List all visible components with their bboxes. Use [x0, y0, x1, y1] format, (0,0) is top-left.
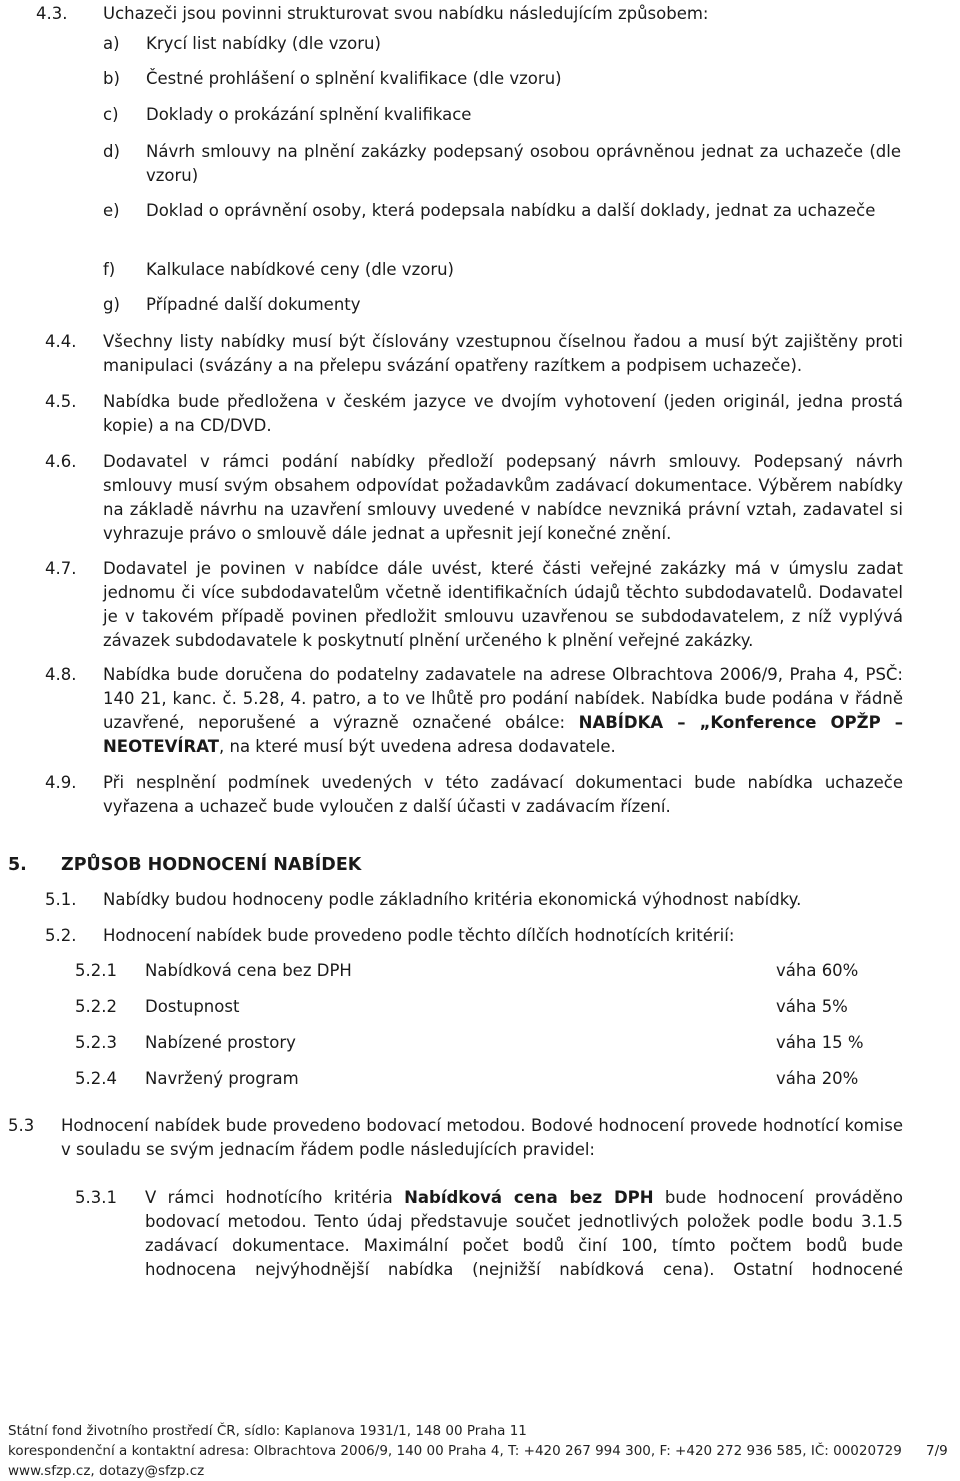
criterion-number: 5.2.4	[75, 1069, 117, 1088]
list-letter: b)	[103, 69, 120, 88]
section-text-part: , na které musí být uvedena adresa dodavatele.	[219, 737, 616, 756]
section-text-part: V rámci hodnotícího kritéria	[145, 1188, 405, 1207]
page-number: 7/9	[926, 1443, 948, 1459]
section-text: Uchazeči jsou povinni strukturovat svou nabídku následujícím způsobem:	[103, 4, 709, 23]
criterion-weight: váha 15 %	[776, 1033, 864, 1052]
footer-address: Státní fond životního prostředí ČR, sídlo: Kaplanova 1931/1, 148 00 Praha 11	[8, 1423, 527, 1439]
section-text: Při nesplnění podmínek uvedených v této zadávací dokumentaci bude nabídka uchazeče vyřazena a uchazeč bude vyloučen z další účasti v zadávacím řízení.	[103, 773, 903, 816]
list-item: Případné další dokumenty	[146, 295, 361, 314]
list-letter: g)	[103, 295, 120, 314]
list-letter: e)	[103, 201, 120, 220]
section-number: 5.2.	[45, 926, 77, 945]
section-number: 4.5.	[45, 392, 77, 411]
chapter-number: 5.	[8, 855, 27, 875]
section-number: 4.9.	[45, 773, 77, 792]
section-number: 5.3	[8, 1116, 35, 1135]
section-text	[103, 663, 903, 759]
criterion-name: Navržený program	[145, 1069, 299, 1088]
section-text: Nabídka bude předložena v českém jazyce ve dvojím vyhotovení (jeden originál, jedna prostá kopie) a na CD/DVD.	[103, 392, 903, 435]
criterion-weight: váha 5%	[776, 997, 848, 1016]
criterion-name: Dostupnost	[145, 997, 240, 1016]
section-text-part: Nabídka bude doručena do podatelny zadavatele na adrese Olbrachtova 2006/9, Praha 4, PSČ: 140 21, kanc. č. 5.28, 4. patro, a to ve lhůtě pro podání nabídek. Nabídka bude podána v řádně uzavřené, neporušené a výrazně označené obálce:	[103, 665, 903, 732]
list-item: Kalkulace nabídkové ceny (dle vzoru)	[146, 260, 454, 279]
section-number: 5.1.	[45, 890, 77, 909]
chapter-title: ZPŮSOB HODNOCENÍ NABÍDEK	[61, 855, 362, 875]
section-text: Všechny listy nabídky musí být číslovány vzestupnou číselnou řadou a musí být zajištěny proti manipulaci (svázány a na přelepu svázání opatřeny razítkem a podpisem uchazeče).	[103, 332, 903, 375]
criterion-weight: váha 20%	[776, 1069, 859, 1088]
list-letter: f)	[103, 260, 116, 279]
criterion-number: 5.2.3	[75, 1033, 117, 1052]
list-item: Návrh smlouvy na plnění zakázky podepsaný osobou oprávněnou jednat za uchazeče (dle vzoru)	[146, 142, 901, 185]
section-text: Hodnocení nabídek bude provedeno bodovací metodou. Bodové hodnocení provede hodnotící komise v souladu se svým jednacím řádem podle následujících pravidel:	[61, 1116, 903, 1159]
section-number: 5.3.1	[75, 1188, 117, 1207]
section-text: Hodnocení nabídek bude provedeno podle těchto dílčích hodnotících kritérií:	[103, 926, 735, 945]
section-number: 4.6.	[45, 452, 77, 471]
criterion-weight: váha 60%	[776, 961, 859, 980]
section-number: 4.7.	[45, 559, 77, 578]
list-item: Krycí list nabídky (dle vzoru)	[146, 34, 381, 53]
list-letter: a)	[103, 34, 120, 53]
section-text: Nabídky budou hodnoceny podle základního kritéria ekonomická výhodnost nabídky.	[103, 890, 802, 909]
list-letter: d)	[103, 142, 120, 161]
list-letter: c)	[103, 105, 119, 124]
criterion-number: 5.2.2	[75, 997, 117, 1016]
section-text: Dodavatel v rámci podání nabídky předloží podepsaný návrh smlouvy. Podepsaný návrh smlouvy musí svým obsahem odpovídat požadavkům zadávací dokumentace. Výběrem nabídky na základě návrhu na uzavření smlouvy uvedené v nabídce nevzniká právní vztah, zadavatel si vyhrazuje právo o smlouvě dále jednat a upřesnit její konečné znění.	[103, 452, 903, 543]
section-text: Dodavatel je povinen v nabídce dále uvést, které části veřejné zakázky má v úmyslu zadat jednomu či více subdodavatelům včetně identifikačních údajů těchto subdodavatelů. Dodavatel je v takovém případě povinen předložit smlouvu uzavřenou se subdodavatelem, z níž vyplývá závazek subdodavatele k poskytnutí plnění určeného k plnění veřejné zakázky.	[103, 559, 903, 650]
list-item: Čestné prohlášení o splnění kvalifikace (dle vzoru)	[146, 69, 562, 88]
envelope-label: NABÍDKA – „Konference OPŽP – NEOTEVÍRAT	[103, 713, 903, 756]
section-number: 4.3.	[36, 4, 68, 23]
section-number: 4.8.	[45, 665, 77, 684]
criterion-name: Nabízené prostory	[145, 1033, 296, 1052]
footer-contact: korespondenční a kontaktní adresa: Olbrachtova 2006/9, 140 00 Praha 4, T: +420 267 994 300, F: +420 272 936 585, IČ: 00020729	[8, 1443, 902, 1459]
section-number: 4.4.	[45, 332, 77, 351]
criterion-number: 5.2.1	[75, 961, 117, 980]
section-text-part: bude hodnocení prováděno bodovací metodou. Tento údaj představuje součet jednotlivých položek podle bodu 3.1.5 zadávací dokumentace. Maximální počet bodů činí 100, tímto počtem bodů bude hodnocena nejvýhodnější nabídka (nejnižší nabídková cena). Ostatní hodnocené	[145, 1188, 903, 1279]
list-item: Doklady o prokázání splnění kvalifikace	[146, 105, 472, 124]
section-text	[145, 1186, 903, 1282]
criterion-name: Nabídková cena bez DPH	[145, 961, 352, 980]
criterion-highlight: Nabídková cena bez DPH	[404, 1188, 654, 1207]
list-item: Doklad o oprávnění osoby, která podepsala nabídku a další doklady, jednat za uchazeče	[146, 201, 876, 220]
footer-web[interactable]: www.sfzp.cz, dotazy@sfzp.cz	[8, 1463, 205, 1479]
